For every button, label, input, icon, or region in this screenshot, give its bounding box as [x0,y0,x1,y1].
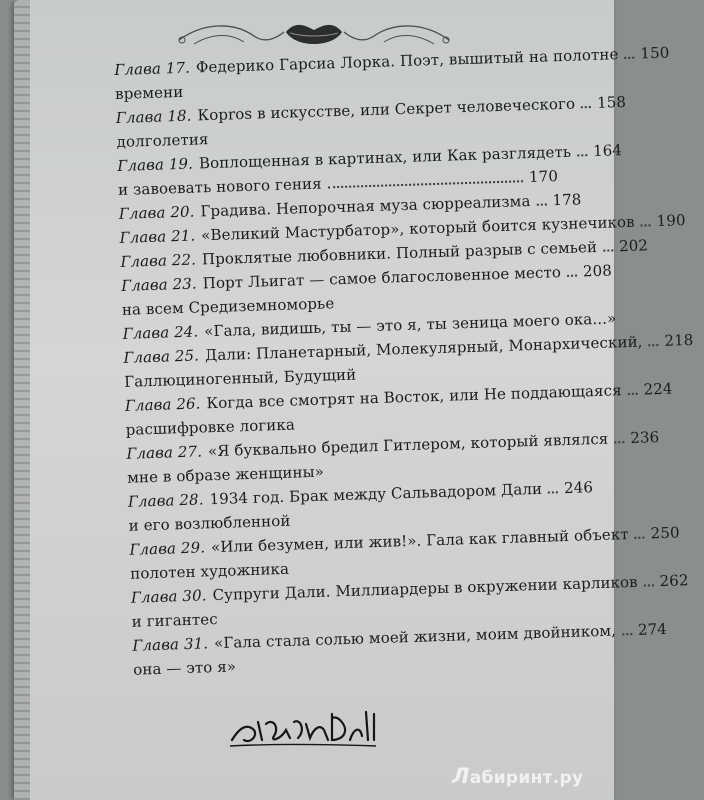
chapter-title: Когда все смотрят на Восток, или Не поддающаяся [206,381,622,413]
dot-leader [603,249,613,251]
chapter-label: Глава 30. [130,586,207,607]
dot-leader [537,203,547,205]
table-of-contents [114,43,694,682]
chapter-label: Глава 24. [122,322,199,343]
dot-leader [622,633,632,635]
chapter-label: Глава 26. [124,394,201,415]
chapter-title: Градива. Непорочная муза сюрреализма [200,191,531,221]
dot-leader [628,393,638,395]
page-number: 170 [528,167,559,187]
chapter-title-continued: долголетия [116,130,209,151]
chapter-title-continued: она — это я» [132,657,237,679]
chapter-label: Глава 18. [115,106,192,127]
chapter-title: Порт Льигат — самое благословенное место [202,263,562,293]
dot-leader [328,180,523,188]
chapter-title: Дали: Планетарный, Молекулярный, Монархический, [204,332,643,365]
page-number: 178 [552,190,582,210]
dot-leader [644,584,654,586]
chapter-label: Глава 28. [127,490,204,511]
chapter-label: Глава 23. [120,274,198,295]
chapter-title: Корros в искусстве, или Секрет человеческого [197,94,576,125]
page-number: 202 [618,236,649,256]
page-number: 164 [592,141,623,160]
chapter-title: «Гала, видишь, ты — это я, ты зеница моего ока...» [203,309,617,341]
chapter-label: Глава 20. [118,202,195,223]
chapter-label: Глава 25. [123,346,200,367]
page-number: 236 [630,428,660,447]
chapter-label: Глава 31. [132,634,209,655]
page-number: 224 [643,379,673,399]
dot-leader [641,224,651,226]
chapter-title-continued: Галлюциногенный, Будущий [123,365,357,391]
dot-leader [635,537,645,539]
page-number: 274 [637,619,668,639]
chapter-title-continued: и завоевать нового гения [117,174,322,199]
page-number: 218 [664,330,694,350]
chapter-title-continued: полотен художника [129,559,290,583]
chapter-label: Глава 21. [119,226,196,247]
dot-leader [567,275,577,277]
chapter-title: «Гала стала солью моей жизни, моим двойником, [213,621,617,653]
chapter-title-continued: на всем Средиземноморье [121,294,335,319]
chapter-title: Воплощенная в картинах, или Как разглядеть [198,142,572,173]
dot-leader [548,491,558,493]
page-number: 158 [596,92,627,112]
chapter-title: «Великий Мастурбатор», который боится кузнечиков [200,212,635,245]
chapter-label: Глава 19. [117,154,194,175]
chapter-title-continued: мне в образе женщины» [126,462,325,487]
chapter-title: Проклятые любовники. Полный разрыв с семьей [201,237,598,269]
chapter-title: Супруги Дали. Миллиардеры в окружении карликов [212,572,638,605]
dali-signature [228,700,378,750]
spiral-binding [14,0,30,800]
page-number: 250 [650,523,680,543]
chapter-title-continued: расшифровке логика [125,415,296,439]
page-number: 262 [659,571,689,591]
chapter-label: Глава 29. [129,538,206,559]
chapter-title: Федерико Гарсиа Лорка. Поэт, вышитый на полотне [195,45,619,77]
dot-leader [649,344,659,346]
chapter-label: Глава 22. [120,250,197,271]
chapter-label: Глава 27. [126,442,203,463]
dot-leader [577,154,587,156]
page-number: 208 [582,261,613,281]
dot-leader [614,441,624,443]
labirint-watermark: Лабиринт.ру [452,764,584,788]
dot-leader [625,57,635,59]
chapter-title-continued: времени [114,82,184,103]
chapter-title-continued: и его возлюбленной [128,511,291,535]
chapter-label: Глава 17. [114,58,191,79]
page-number: 246 [563,478,594,498]
dot-leader [581,106,591,108]
chapter-title-continued: и гигантес [131,610,218,631]
page-number: 190 [656,211,686,231]
chapter-title: 1934 год. Брак между Сальвадором Дали [209,479,543,509]
chapter-title: «Или безумен, или жив!». Гала как главный объект [210,525,629,557]
chapter-title: «Я буквально бредил Гитлером, который являлся [207,429,609,461]
page-number: 150 [640,43,670,63]
book-page [14,0,694,800]
